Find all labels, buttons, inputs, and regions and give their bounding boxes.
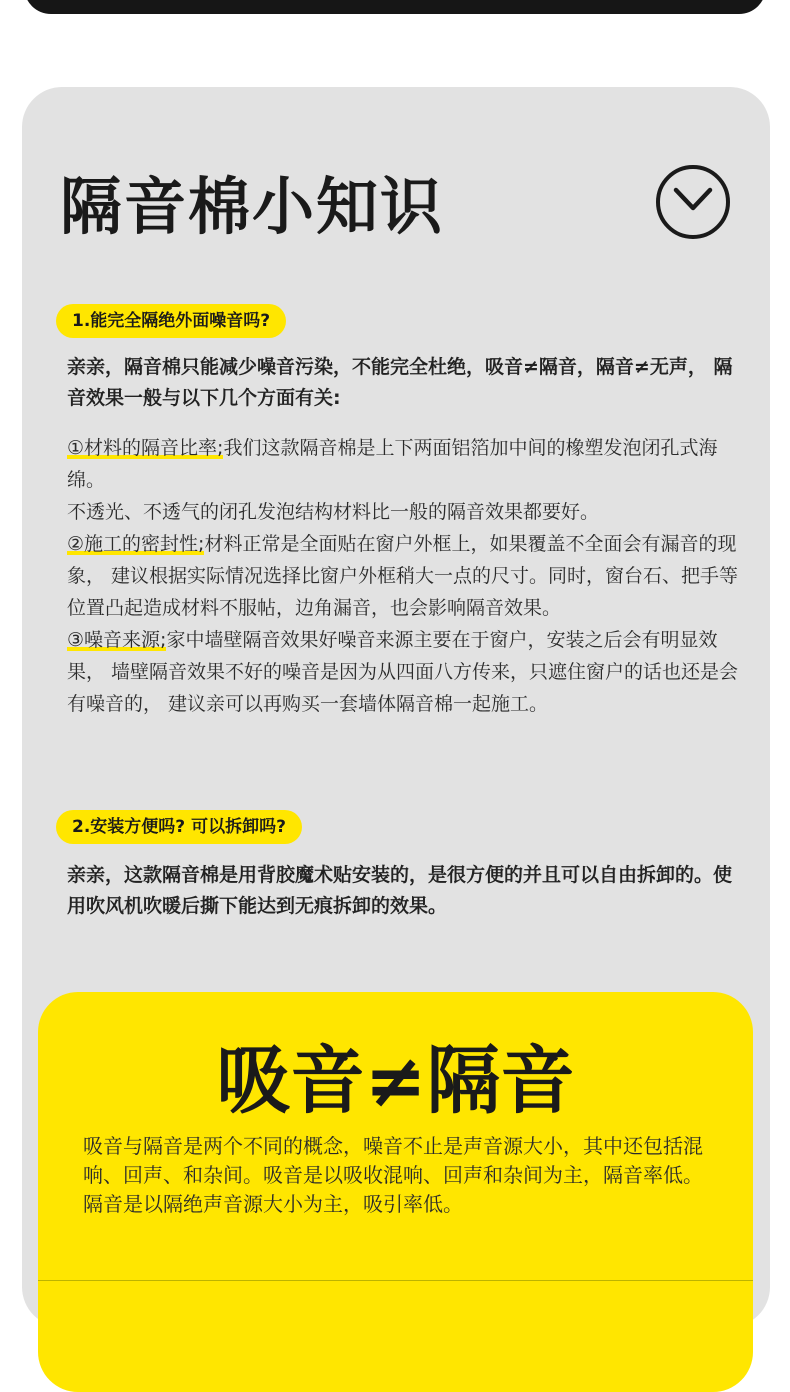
question-badge-2: 2.安装方便吗? 可以拆卸吗? bbox=[56, 810, 302, 844]
factor-3 bbox=[67, 624, 739, 720]
factor-1-extra: 不透光、不透气的闭孔发泡结构材料比一般的隔音效果都要好。 bbox=[67, 501, 600, 523]
page-title: 隔音棉小知识 bbox=[60, 170, 445, 243]
factor-2-label: ②施工的密封性; bbox=[67, 533, 205, 555]
factor-3-label: ③噪音来源; bbox=[67, 629, 167, 651]
factor-2-text: 材料正常是全面贴在窗户外框上，如果覆盖不全面会有漏音的现象， 建议根据实际情况选择比窗户外框稍大一点的尺寸。同时，窗台石、把手等位置凸起造成材料不服帖，边角漏音，也会影响隔音效果。 bbox=[67, 533, 739, 619]
yellow-card-title: 吸音≠隔音 bbox=[216, 1038, 575, 1124]
answer-2: 亲亲，这款隔音棉是用背胶魔术贴安装的，是很方便的并且可以自由拆卸的。使用吹风机吹暖后撕下能达到无痕拆卸的效果。 bbox=[67, 864, 733, 917]
factor-1 bbox=[67, 432, 739, 496]
chevron-down-circle-icon[interactable] bbox=[656, 165, 730, 239]
factor-1-label: ①材料的隔音比率; bbox=[67, 437, 224, 459]
chevron-down-icon bbox=[673, 187, 713, 213]
factors-section bbox=[67, 432, 739, 720]
yellow-card-text: 吸音与隔音是两个不同的概念，噪音不止是声音源大小，其中还包括混响、回声、和杂间。吸音是以吸收混响、回声和杂间为主，隔音率低。隔音是以隔绝声音源大小为主，吸引率低。 bbox=[83, 1134, 703, 1216]
absorption-vs-insulation-card bbox=[38, 992, 753, 1392]
top-banner-bar bbox=[24, 0, 766, 14]
question-badge-1: 1.能完全隔绝外面噪音吗? bbox=[56, 304, 286, 338]
divider bbox=[38, 1280, 753, 1281]
factor-3-text: 家中墙壁隔音效果好噪音来源主要在于窗户，安装之后会有明显效果， 墙壁隔音效果不好的噪音是因为从四面八方传来，只遮住窗户的话也还是会有噪音的， 建议亲可以再购买一套墙体隔音棉一起施工。 bbox=[67, 629, 739, 715]
factor-1-text: 我们这款隔音棉是上下两面铝箔加中间的橡塑发泡闭孔式海绵。 bbox=[67, 437, 718, 491]
factor-2 bbox=[67, 528, 739, 624]
answer-1: 亲亲，隔音棉只能减少噪音污染，不能完全杜绝，吸音≠隔音，隔音≠无声， 隔音效果一般与以下几个方面有关: bbox=[67, 356, 733, 409]
